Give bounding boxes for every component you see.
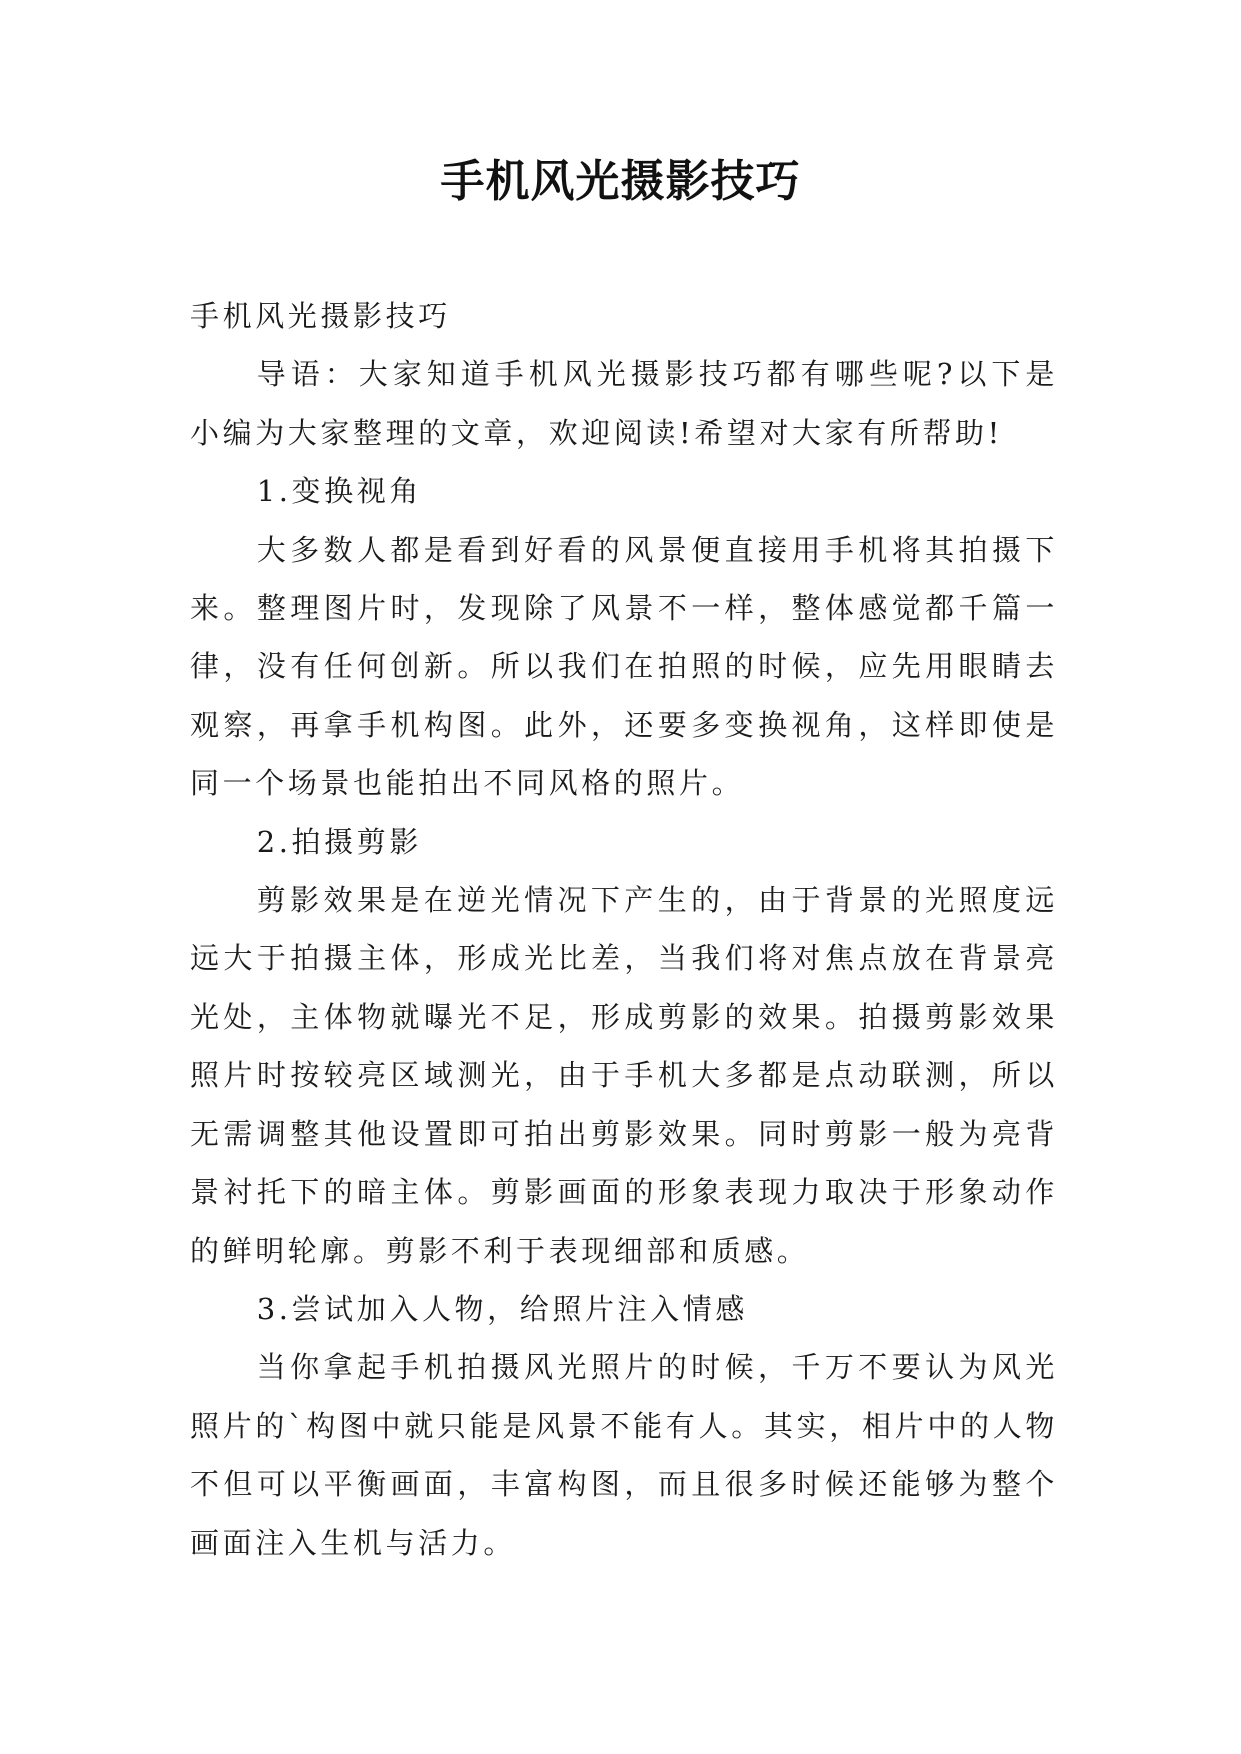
document-body [190, 287, 1058, 1572]
section-heading-1: 1.变换视角 [256, 474, 422, 509]
paragraph-section-2: 剪影效果是在逆光情况下产生的，由于背景的光照度远远大于拍摄主体，形成光比差，当我们将对焦点放在背景亮光处，主体物就曝光不足，形成剪影的效果。拍摄剪影效果照片时按较亮区域测光，由于手机大多都是点动联测，所以无需调整其他设置即可拍出剪影效果。同时剪影一般为亮背景衬托下的暗主体。剪影画面的形象表现力取决于形象动作的鲜明轮廓。剪影不利于表现细部和质感。 [190, 883, 1058, 1268]
section-heading-2: 2.拍摄剪影 [256, 824, 422, 859]
paragraph-intro: 导语：大家知道手机风光摄影技巧都有哪些呢?以下是小编为大家整理的文章，欢迎阅读!希望对大家有所帮助! [190, 357, 1058, 450]
paragraph-section-3: 当你拿起手机拍摄风光照片的时候，千万不要认为风光照片的`构图中就只能是风景不能有人。其实，相片中的人物不但可以平衡画面，丰富构图，而且很多时候还能够为整个画面注入生机与活力。 [190, 1350, 1058, 1560]
paragraph-section-1: 大多数人都是看到好看的风景便直接用手机将其拍摄下来。整理图片时，发现除了风景不一样，整体感觉都千篇一律，没有任何创新。所以我们在拍照的时候，应先用眼睛去观察，再拿手机构图。此外，还要多变换视角，这样即使是同一个场景也能拍出不同风格的照片。 [190, 532, 1058, 801]
section-heading-3: 3.尝试加入人物，给照片注入情感 [256, 1291, 748, 1326]
paragraph-subtitle: 手机风光摄影技巧 [190, 299, 451, 333]
document-title: 手机风光摄影技巧 [440, 156, 801, 207]
